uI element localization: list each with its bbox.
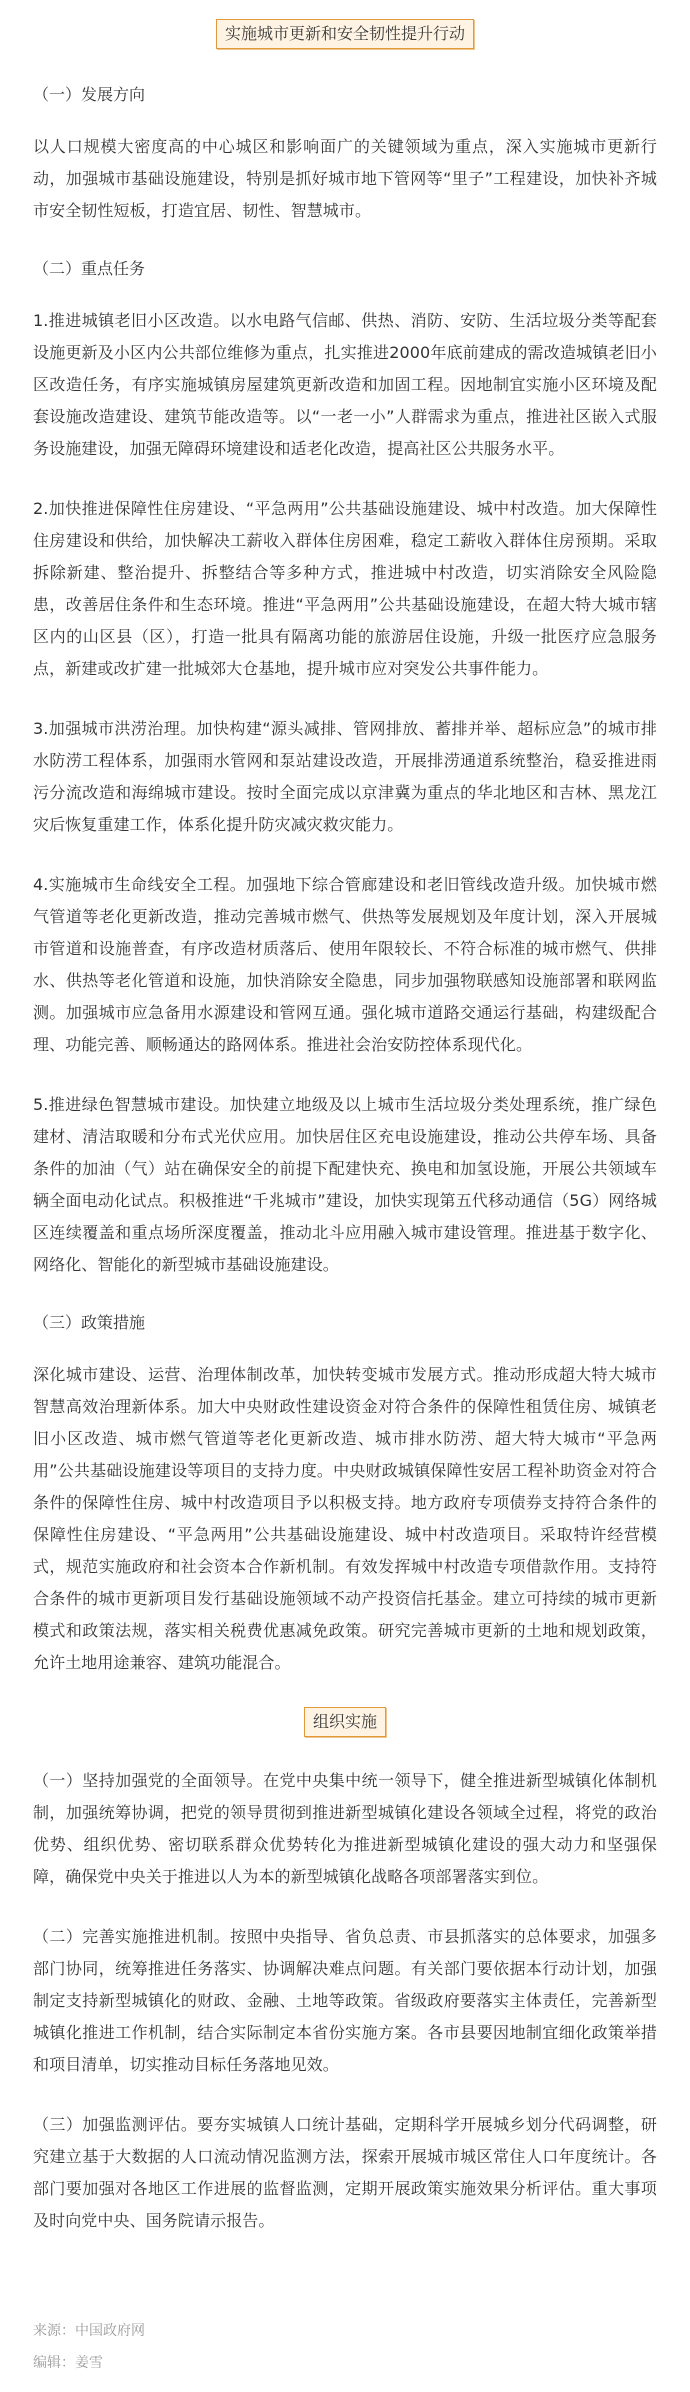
section-banner-wrap — [33, 19, 657, 49]
section-banner-wrap — [33, 1707, 657, 1737]
policy-heading: （三）政策措施 — [33, 1313, 146, 1332]
task-paragraph: 1.推进城镇老旧小区改造。以水电路气信邮、供热、消防、安防、生活垃圾分类等配套设施更新及小区内公共部位维修为重点，扎实推进2000年底前建成的需改造城镇老旧小区改造任务，有序实施城镇房屋建筑更新改造和加固工程。因地制宜实施小区环境及配套设施改造建设、建筑节能改造等。以“一老一小”人群需求为重点，推进社区嵌入式服务设施建设，加强无障碍环境建设和适老化改造，提高社区公共服务水平。 — [33, 311, 657, 458]
task-paragraph: 2.加快推进保障性住房建设、“平急两用”公共基础设施建设、城中村改造。加大保障性住房建设和供给，加快解决工薪收入群体住房困难，稳定工薪收入群体住房预期。采取拆除新建、整治提升、拆整结合等多种方式，推进城中村改造，切实消除安全风险隐患，改善居住条件和生态环境。推进“平急两用”公共基础设施建设，在超大特大城市辖区内的山区县（区），打造一批具有隔离功能的旅游居住设施，升级一批医疗应急服务点，新建或改扩建一批城郊大仓基地，提升城市应对突发公共事件能力。 — [33, 499, 657, 678]
task-paragraph: 5.推进绿色智慧城市建设。加快建立地级及以上城市生活垃圾分类处理系统，推广绿色建材、清洁取暖和分布式光伏应用。加快居住区充电设施建设，推动公共停车场、具备条件的加油（气）站在确保安全的前提下配建快充、换电和加氢设施，开展公共领域车辆全面电动化试点。积极推进“千兆城市”建设，加快实现第五代移动通信（5G）网络城区连续覆盖和重点场所深度覆盖，推动北斗应用融入城市建设管理。推进基于数字化、网络化、智能化的新型城市基础设施建设。 — [33, 1095, 657, 1274]
editor-credit: 编辑：姜雪 — [33, 2355, 103, 2371]
section-banner-urban-renewal: 实施城市更新和安全韧性提升行动 — [216, 19, 474, 49]
article-page — [0, 19, 690, 2392]
direction-paragraph: 以人口规模大密度高的中心城区和影响面广的关键领域为重点，深入实施城市更新行动，加强城市基础设施建设，特别是抓好城市地下管网等“里子”工程建设，加快补齐城市安全韧性短板，打造宜居、韧性、智慧城市。 — [33, 137, 657, 220]
tasks-heading: （二）重点任务 — [33, 259, 146, 278]
task-paragraph: 4.实施城市生命线安全工程。加强地下综合管廊建设和老旧管线改造升级。加快城市燃气管道等老化更新改造，推动完善城市燃气、供热等发展规划及年度计划，深入开展城市管道和设施普查，有序改造材质落后、使用年限较长、不符合标准的城市燃气、供排水、供热等老化管道和设施，加快消除安全隐患，同步加强物联感知设施部署和联网监测。加强城市应急备用水源建设和管网互通。强化城市道路交通运行基础，构建级配合理、功能完善、顺畅通达的路网体系。推进社会治安防控体系现代化。 — [33, 875, 657, 1054]
organization-paragraph: （一）坚持加强党的全面领导。在党中央集中统一领导下，健全推进新型城镇化体制机制，加强统筹协调，把党的领导贯彻到推进新型城镇化建设各领域全过程，将党的政治优势、组织优势、密切联系群众优势转化为推进新型城镇化建设的强大动力和坚强保障，确保党中央关于推进以人为本的新型城镇化战略各项部署落实到位。 — [33, 1771, 657, 1886]
source-credit: 来源：中国政府网 — [33, 2323, 145, 2339]
section-banner-organization: 组织实施 — [304, 1707, 386, 1737]
organization-paragraph: （三）加强监测评估。要夯实城镇人口统计基础，定期科学开展城乡划分代码调整，研究建立基于大数据的人口流动情况监测方法，探索开展城市城区常住人口年度统计。各部门要加强对各地区工作进展的监督监测，定期开展政策实施效果分析评估。重大事项及时向党中央、国务院请示报告。 — [33, 2115, 657, 2230]
policy-paragraph: 深化城市建设、运营、治理体制改革，加快转变城市发展方式。推动形成超大特大城市智慧高效治理新体系。加大中央财政性建设资金对符合条件的保障性租赁住房、城镇老旧小区改造、城市燃气管道等老化更新改造、城市排水防涝、超大特大城市“平急两用”公共基础设施建设等项目的支持力度。中央财政城镇保障性安居工程补助资金对符合条件的保障性住房、城中村改造项目予以积极支持。地方政府专项债券支持符合条件的保障性住房建设、“平急两用”公共基础设施建设、城中村改造项目。采取特许经营模式，规范实施政府和社会资本合作新机制。有效发挥城中村改造专项借款作用。支持符合条件的城市更新项目发行基础设施领域不动产投资信托基金。建立可持续的城市更新模式和政策法规，落实相关税费优惠减免政策。研究完善城市更新的土地和规划政策，允许土地用途兼容、建筑功能混合。 — [33, 1365, 657, 1672]
task-paragraph: 3.加强城市洪涝治理。加快构建“源头减排、管网排放、蓄排并举、超标应急”的城市排水防涝工程体系，加强雨水管网和泵站建设改造，开展排涝通道系统整治，稳妥推进雨污分流改造和海绵城市建设。按时全面完成以京津冀为重点的华北地区和吉林、黑龙江灾后恢复重建工作，体系化提升防灾减灾救灾能力。 — [33, 719, 657, 834]
organization-paragraph: （二）完善实施推进机制。按照中央指导、省负总责、市县抓落实的总体要求，加强多部门协同，统筹推进任务落实、协调解决难点问题。有关部门要依据本行动计划，加强制定支持新型城镇化的财政、金融、土地等政策。省级政府要落实主体责任，完善新型城镇化推进工作机制，结合实际制定本省份实施方案。各市县要因地制宜细化政策举措和项目清单，切实推动目标任务落地见效。 — [33, 1927, 657, 2074]
direction-heading: （一）发展方向 — [33, 85, 146, 104]
